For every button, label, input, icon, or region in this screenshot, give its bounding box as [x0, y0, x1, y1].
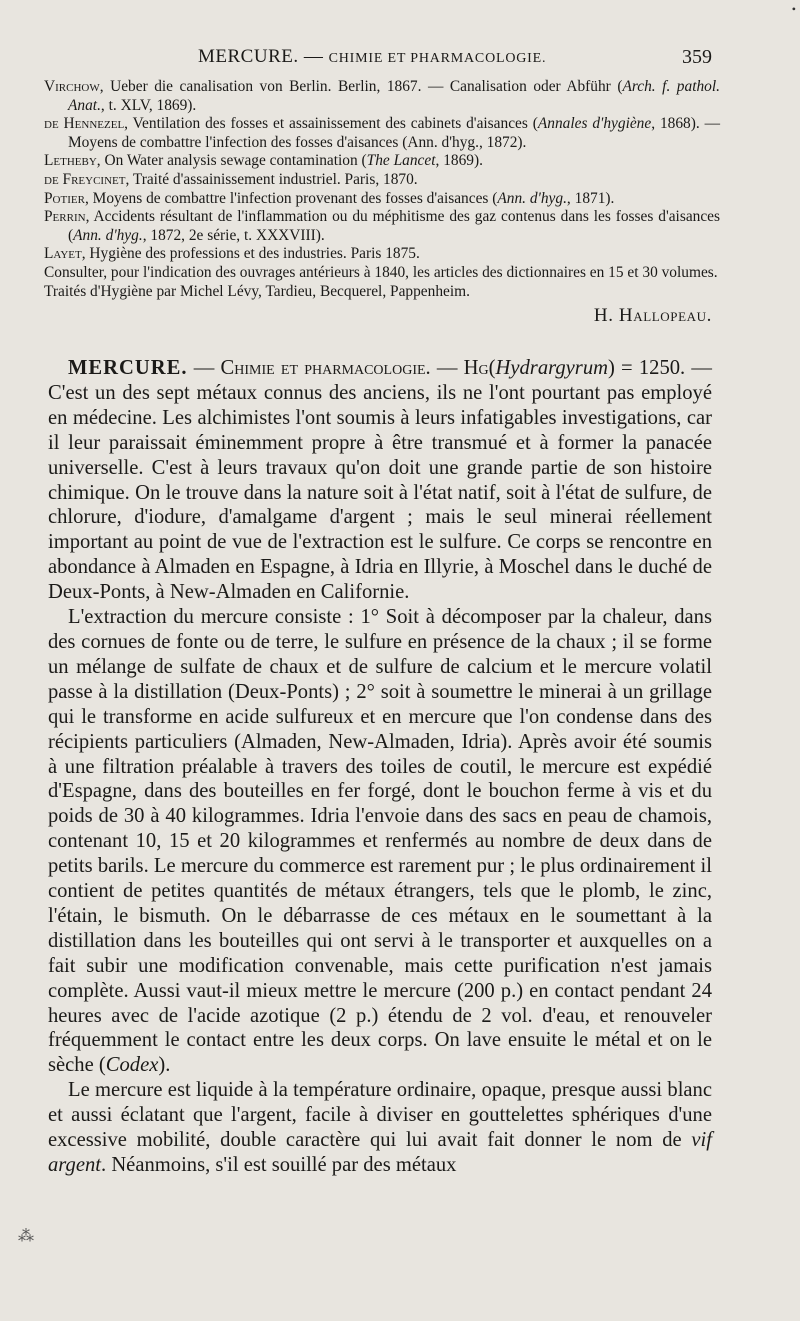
margin-mark: ⁂ [18, 1228, 34, 1245]
reference-tail: , 1871). [566, 189, 615, 207]
author-signature: H. Hallopeau. [593, 305, 712, 327]
reference-text: , Hygiène des professions et des industries. Paris 1875. [81, 245, 420, 263]
reference-tail: , 1869). [435, 152, 483, 170]
reference-item [44, 115, 720, 152]
reference-text: , On Water analysis sewage contamination ( [96, 152, 367, 170]
reference-author: Perrin [44, 208, 86, 226]
paragraph-1 [48, 356, 712, 605]
reference-journal: Arch. f. pathol. Anat. [68, 78, 720, 114]
reference-text: , Ventilation des fosses et assainissement des cabinets d'aisances ( [124, 115, 538, 133]
reference-author: Virchow [44, 78, 100, 95]
header-title: MERCURE. [198, 46, 299, 67]
reference-item [44, 264, 720, 283]
paragraph-3-term: vif argent [48, 1129, 712, 1176]
paragraph-3 [48, 1078, 712, 1178]
reference-item [44, 171, 720, 190]
reference-journal: Ann. d'hyg. [497, 189, 567, 207]
paragraph-2 [48, 605, 712, 1078]
article-title: MERCURE. [68, 357, 188, 379]
reference-journal: The Lancet [366, 152, 436, 170]
reference-author: Potier [44, 189, 85, 207]
paragraph-2-citation: Codex [105, 1054, 159, 1077]
reference-text: , Moyens de combattre l'infection provenant des fosses d'aisances ( [84, 189, 498, 207]
reference-text: Traités d'Hygiène par Michel Lévy, Tardieu, Becquerel, Pappenheim. [44, 282, 470, 300]
reference-item [44, 283, 720, 302]
paragraph-1-text: — C'est un des sept métaux connus des anciens, ils ne l'ont pourtant pas employé en médecine. Les alchimistes l'ont soumis à leurs infatigables investigations, car il leur paraissait éminemment propre à être transmué et à former la panacée universelle. C'est à leurs travaux qu'on doit une grande partie de son histoire chimique. On le trouve dans la nature soit à l'état natif, soit à l'état de sulfure, de chlorure, d'iodure, d'amalgame d'argent ; mais le seul minerai réellement important au point de vue de l'extraction est le sulfure. Ce corps se rencontre en abondance à Almaden en Espagne, à Idria en Illyrie, à Moschel dans le duché de Deux-Ponts, à New-Almaden en Californie. [48, 357, 712, 604]
reference-tail: , 1872, 2e série, t. XXXVIII). [142, 226, 325, 244]
reference-author: de Hennezel [44, 115, 125, 133]
header-subtitle: CHIMIE ET PHARMACOLOGIE. [328, 51, 547, 66]
bibliography [44, 78, 720, 326]
paragraph-3-text: Le mercure est liquide à la température ordinaire, opaque, presque aussi blanc et aussi éclatant que l'argent, facile à diviser en gouttelettes sphériques d'une excessive mobilité, double caractère qui lui avait fait donner le nom de [48, 1079, 712, 1152]
article-atomic-weight: ) = 1250. [608, 357, 686, 379]
reference-item [44, 78, 720, 115]
paragraph-2-tail: ). [158, 1054, 171, 1077]
reference-text: Consulter, pour l'indication des ouvrages antérieurs à 1840, les articles des dictionnaires en 15 et 30 volumes. [44, 263, 718, 281]
header-title-line [198, 46, 546, 68]
article-body [48, 356, 712, 1178]
reference-item [44, 152, 720, 171]
reference-item [44, 245, 720, 264]
reference-author: Letheby [44, 152, 97, 170]
article-subtitle: — Chimie et pharmacologie. — Hg( [187, 357, 496, 379]
reference-journal: Annales d'hygiène [537, 115, 652, 133]
reference-tail: , t. XLV, 1869). [100, 96, 197, 114]
article-latin-name: Hydrargyrum [495, 357, 608, 379]
reference-text: , Traité d'assainissement industriel. Paris, 1870. [125, 170, 418, 188]
corner-mark: • [791, 2, 796, 16]
reference-journal: Ann. d'hyg. [73, 226, 143, 244]
paragraph-2-text: L'extraction du mercure consiste : 1° Soit à décomposer par la chaleur, dans des cornues de fonte ou de terre, le sulfure en présence de la chaux ; il se forme un mélange de sulfate de chaux et de sulfure de calcium et le mercure volatil passe à la distillation (Deux-Ponts) ; 2° soit à soumettre le minerai à un grillage qui le transforme en acide sulfureux et en mercure que l'on condense dans des récipients particuliers (Almaden, New-Almaden, Idria). Après avoir été soumis à une filtration préalable à travers des toiles de coutil, le mercure est expédié d'Espagne, dans des bouteilles en fer forgé, dont le bouchon ferme à vis et du poids de 30 à 40 kilogrammes. Idria l'envoie dans des sacs en peau de chamois, contenant 10, 15 et 20 kilogrammes et renfermés au nombre de deux dans de petits barils. Le mercure du commerce est rarement pur ; le plus ordinairement il contient de petites quantités de métaux étrangers, tels que le plomb, le zinc, l'étain, le bismuth. On le débarrasse de ces métaux en le soumettant à la distillation dans les bouteilles qui ont servi à le transporter et auxquelles on a fait subir une modification convenable, mais cette purification n'est jamais complète. Aussi vaut-il mieux mettre le mercure (200 p.) en contact pendant 24 heures avec de l'acide azotique (2 p.) étendu de 2 vol. d'eau, et renouveler fréquemment le contact entre les deux corps. On lave ensuite le métal et on le sèche ( [48, 606, 712, 1077]
paragraph-3-tail: . Néanmoins, s'il est souillé par des métaux [101, 1154, 457, 1176]
page-number: 359 [682, 46, 712, 68]
reference-tail: , 1868). — Moyens de combattre l'infection des fosses d'aisances (Ann. d'hyg., 1872). [68, 115, 720, 151]
running-header [48, 44, 712, 74]
header-dash: — [303, 46, 324, 67]
reference-text: , Accidents résultant de l'inflammation ou du méphitisme des gaz contenus dans les fosses d'aisances ( [68, 208, 720, 244]
reference-author: Layet [44, 245, 82, 263]
reference-author: de Freycinet [44, 170, 126, 188]
reference-text: , Ueber die canalisation von Berlin. Berlin, 1867. — Canalisation oder Abführ ( [99, 78, 623, 95]
reference-item [44, 208, 720, 245]
reference-item [44, 190, 720, 209]
